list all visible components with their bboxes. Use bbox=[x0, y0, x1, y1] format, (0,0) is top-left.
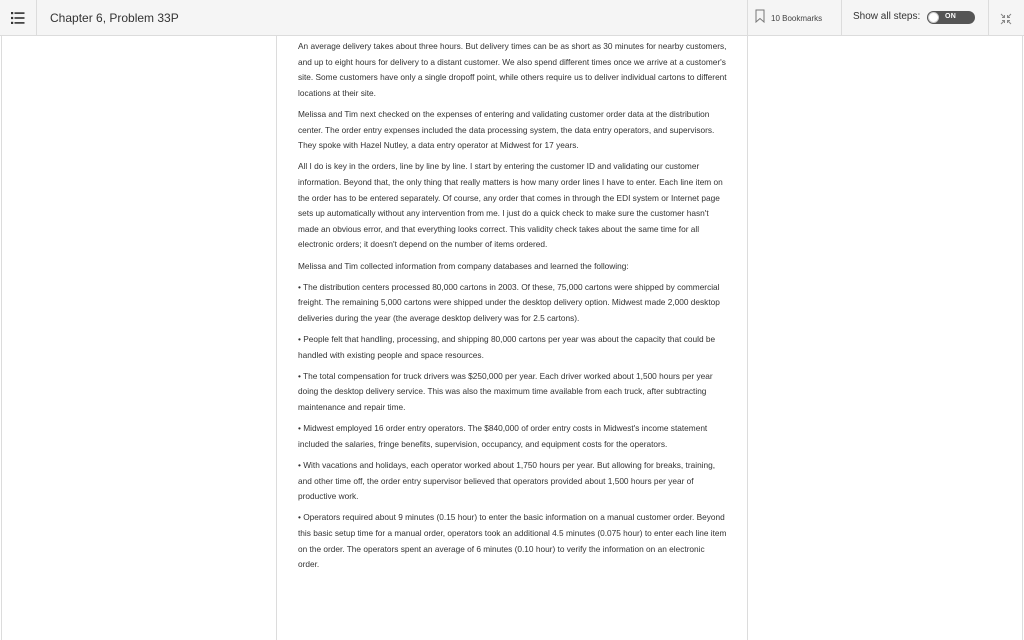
header-divider bbox=[841, 0, 842, 36]
problem-content bbox=[298, 39, 728, 578]
content-right-border bbox=[747, 36, 748, 640]
header-divider bbox=[36, 0, 37, 36]
paragraph: Melissa and Tim next checked on the expenses of entering and validating customer order data at the distribution center. The order entry expenses included the data processing system, the data entry operators, and supervisors. They spoke with Hazel Nutley, a data entry operator at Midwest for 17 years. bbox=[298, 108, 715, 151]
list-menu-icon[interactable] bbox=[8, 8, 28, 28]
bullet-item: • With vacations and holidays, each operator worked about 1,750 hours per year. But allowing for breaks, training, and other time off, the order entry supervisor believed that operators provided about 1,500 hours per year of productive work. bbox=[298, 460, 716, 502]
header-divider bbox=[988, 0, 989, 36]
page-border bbox=[1, 36, 2, 640]
page-border bbox=[1022, 36, 1023, 640]
bullet-item: • The total compensation for truck drivers was $250,000 per year. Each driver worked about 1,500 hours per year doing the desktop delivery service. This was also the maximum time available from each truck, after subtracting maintenance and repair time. bbox=[298, 370, 713, 413]
paragraph: All I do is key in the orders, line by line by line. I start by entering the customer ID and validating our customer information. Beyond that, the only thing that really matters is how many order lines I have to enter. Each line item on the order has to be entered separately. Of course, any order that comes in through the EDI system or Internet page sets up automatically without any intervention from me. I just do a quick check to make sure the customer hasn't made an obvious error, and that everything looks correct. This validity check takes about the same time for all electronic orders; it doesn't depend on the number of items ordered. bbox=[298, 161, 723, 250]
bookmarks-button[interactable] bbox=[755, 7, 822, 29]
bullet-item: • Midwest employed 16 order entry operators. The $840,000 of order entry costs in Midwest's income statement included the salaries, fringe benefits, supervision, occupancy, and equipment costs for the operators. bbox=[298, 423, 708, 449]
bullet-item: • People felt that handling, processing, and shipping 80,000 cartons per year was about the capacity that could be handled with existing people and space resources. bbox=[298, 334, 716, 360]
bullet-item: • The distribution centers processed 80,000 cartons in 2003. Of these, 75,000 cartons were shipped by commercial freight. The remaining 5,000 cartons were shipped under the desktop delivery option. Midwest made 2,000 desktop deliveries during the year (the average desktop delivery was for 2.5 cartons). bbox=[298, 281, 720, 323]
collapse-arrows-icon[interactable] bbox=[1000, 12, 1012, 24]
show-all-steps-toggle[interactable] bbox=[927, 11, 975, 24]
top-bar bbox=[0, 0, 1024, 36]
page-title: Chapter 6, Problem 33P bbox=[50, 11, 179, 25]
bookmarks-label: 10 Bookmarks bbox=[771, 13, 823, 23]
toggle-state-label: ON bbox=[945, 13, 957, 20]
bullet-item: • Operators required about 9 minutes (0.15 hour) to enter the basic information on a manual customer order. Beyond this basic setup time for a manual order, operators took an additional 4.5 minutes (0.075 hour) to enter each line item on the order. The operators spent an average of 6 minutes (0.10 hour) to verify the information on an electronic order. bbox=[298, 512, 727, 570]
toggle-knob bbox=[928, 12, 939, 23]
bookmark-icon bbox=[755, 9, 765, 28]
header-divider bbox=[747, 0, 748, 36]
paragraph: An average delivery takes about three hours. But delivery times can be as short as 30 minutes for nearby customers, and up to eight hours for delivery to a distant customer. We also spend different times once we arrive at a customer's site. Some customers have only a single dropoff point, while others require us to deliver individual cartons to different locations at their site. bbox=[298, 41, 727, 98]
content-left-border bbox=[276, 36, 277, 640]
paragraph: Melissa and Tim collected information from company databases and learned the following: bbox=[298, 260, 629, 271]
show-all-steps-label: Show all steps: bbox=[853, 11, 921, 22]
